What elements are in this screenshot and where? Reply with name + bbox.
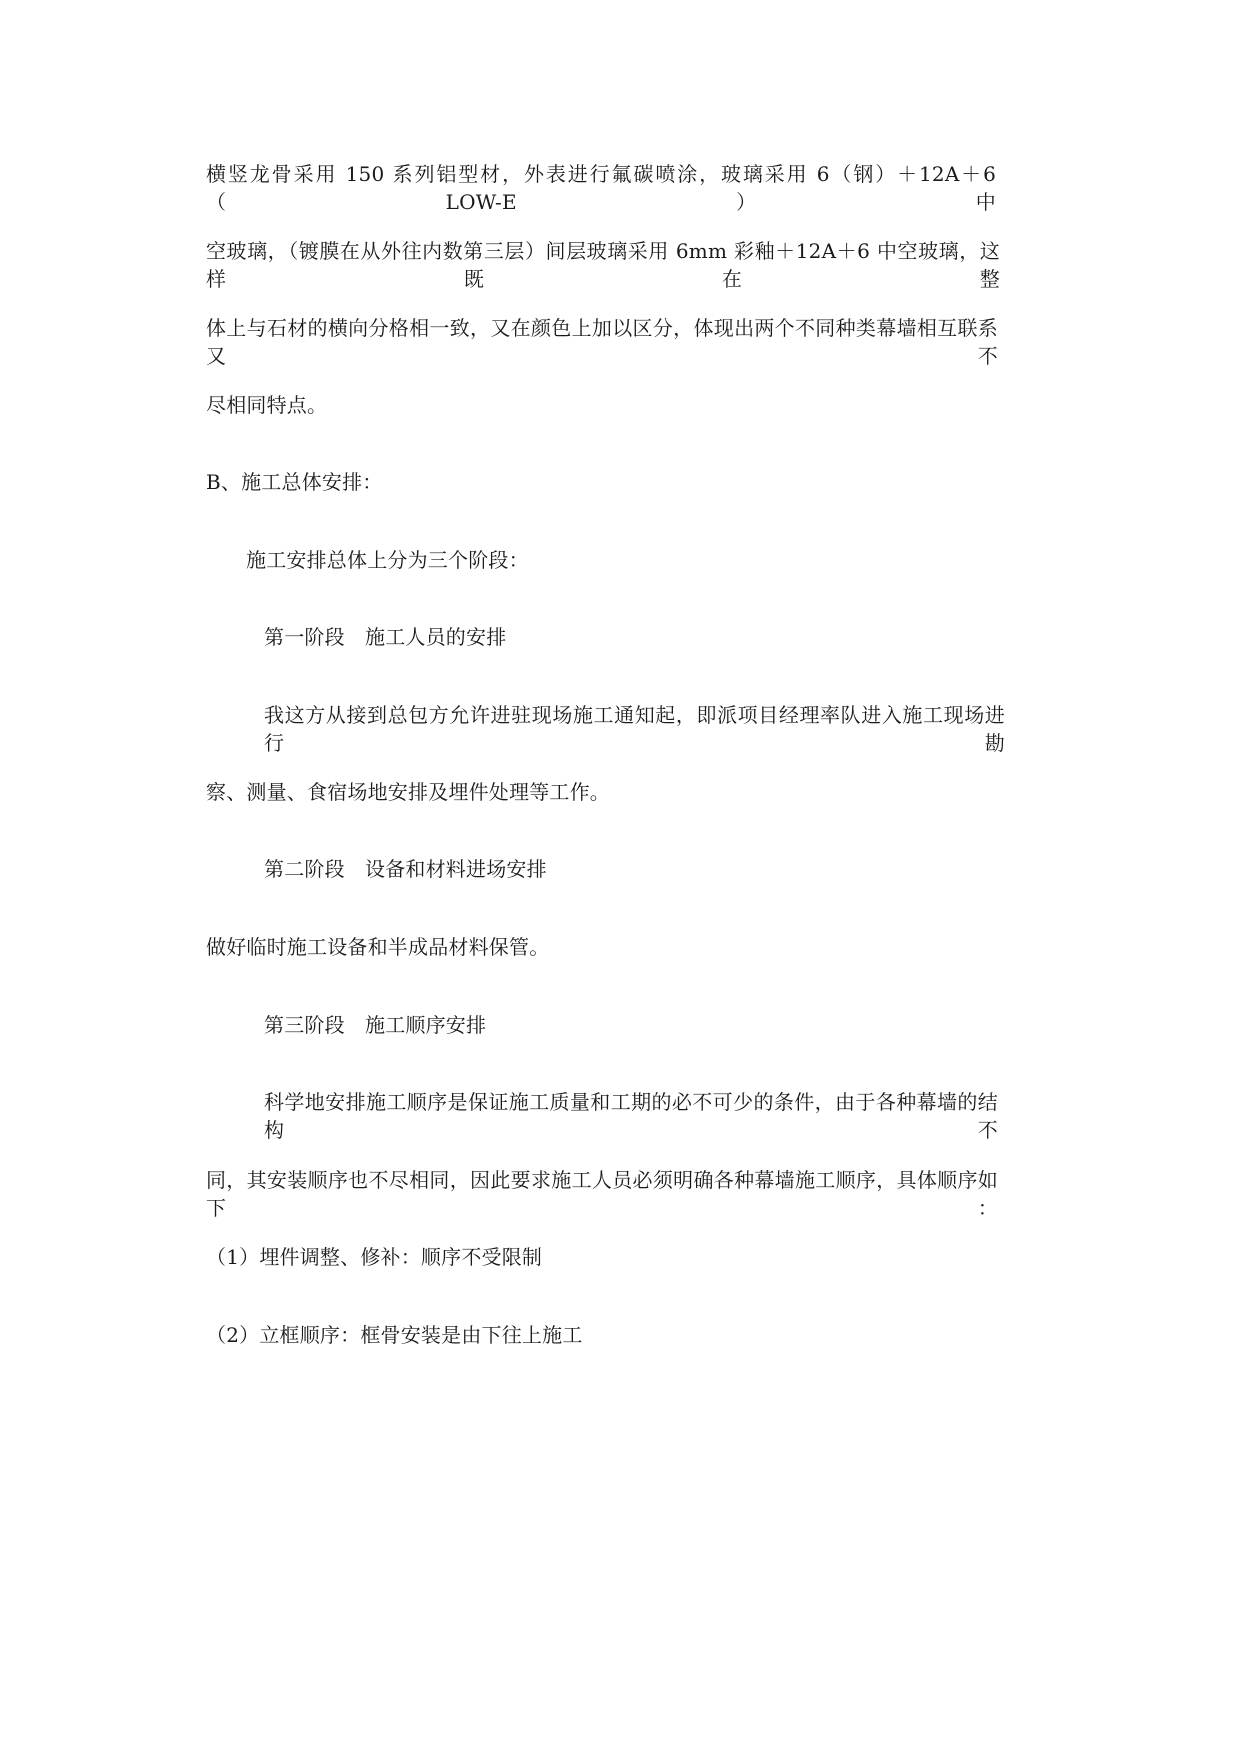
list-item: （2）立框顺序：框骨安装是由下往上施工	[206, 1323, 583, 1347]
stage-heading: 第三阶段 施工顺序安排	[264, 1013, 487, 1037]
paragraph-line: 空玻璃，（镀膜在从外往内数第三层）间层玻璃采用 6mm 彩釉＋12A＋6 中空玻璃，这样既在整	[206, 239, 1000, 291]
paragraph-line: 我这方从接到总包方允许进驻现场施工通知起，即派项目经理率队进入施工现场进行勘	[264, 703, 1005, 755]
paragraph-line: 横竖龙骨采用 150 系列铝型材，外表进行氟碳喷涂，玻璃采用 6（钢）＋12A＋6（LOW-E）中	[206, 162, 996, 214]
stage-heading: 第二阶段 设备和材料进场安排	[264, 857, 547, 881]
paragraph-line: 科学地安排施工顺序是保证施工质量和工期的必不可少的条件，由于各种幕墙的结构不	[264, 1090, 998, 1142]
paragraph-line: 同，其安装顺序也不尽相同，因此要求施工人员必须明确各种幕墙施工顺序，具体顺序如下：	[206, 1168, 998, 1220]
list-item: （1）埋件调整、修补：顺序不受限制	[206, 1245, 543, 1269]
stage-heading: 第一阶段 施工人员的安排	[264, 625, 507, 649]
paragraph-line: 做好临时施工设备和半成品材料保管。	[206, 935, 550, 959]
paragraph-line: 体上与石材的横向分格相一致，又在颜色上加以区分，体现出两个不同种类幕墙相互联系又不	[206, 316, 998, 368]
section-heading: B、施工总体安排：	[206, 470, 383, 494]
paragraph-line: 尽相同特点。	[206, 393, 328, 417]
paragraph-line: 察、测量、食宿场地安排及埋件处理等工作。	[206, 780, 610, 804]
paragraph-line: 施工安排总体上分为三个阶段：	[246, 548, 529, 572]
